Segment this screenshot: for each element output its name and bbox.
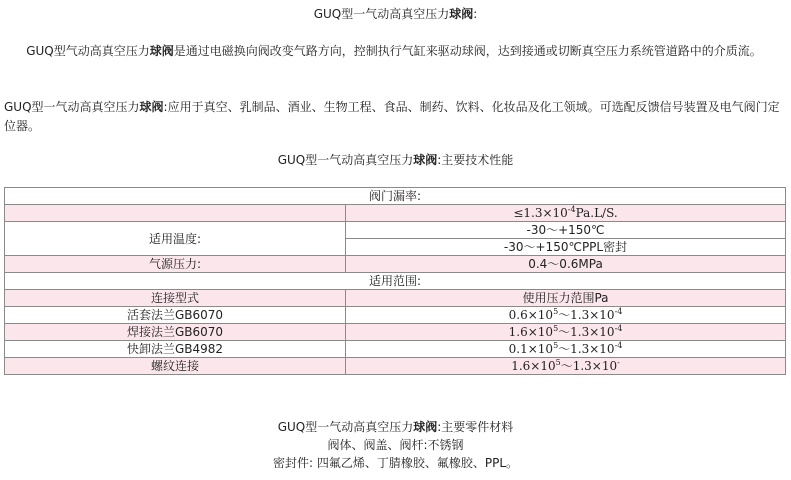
air-label: 气源压力: <box>5 256 346 273</box>
material-body: 阀体、阀盖、阀杆:不锈钢 <box>327 438 464 452</box>
conn-type: 焊接法兰GB6070 <box>5 324 346 341</box>
range-header: 适用范围: <box>5 273 786 290</box>
range-b-exp: -4 <box>614 324 623 333</box>
temp-value-2: -30～+150℃PPL密封 <box>346 239 786 256</box>
heading-tech-prefix: GUQ型一气动高真空压力 <box>277 153 414 167</box>
conn-type: 螺纹连接 <box>5 358 346 375</box>
heading-valve-prefix: GUQ型一气动高真空压力 <box>313 7 450 21</box>
table-row <box>5 222 786 239</box>
temp-value-1: -30～+150℃ <box>346 222 786 239</box>
table-row <box>5 307 786 324</box>
heading-materials-bold: 球阀 <box>413 420 438 434</box>
pressure-range <box>346 324 786 341</box>
heading-valve-bold: 球阀 <box>449 7 474 21</box>
heading-materials-suffix: :主要零件材料 <box>437 420 514 434</box>
table-row <box>5 273 786 290</box>
heading-tech-suffix: :主要技术性能 <box>437 153 514 167</box>
leakage-base: ≤1.3×10 <box>513 206 568 220</box>
range-a-exp: 5 <box>553 307 559 316</box>
range-a: 1.6×10 <box>508 325 554 339</box>
range-a-exp: 5 <box>553 341 559 350</box>
application-paragraph <box>4 98 784 136</box>
intro-suffix: 是通过电磁换向阀改变气路方向，控制执行气缸来驱动球阀，达到接通或切断真空压力系统管道路中的介质流。 <box>173 44 762 58</box>
heading-tech-specs <box>0 152 791 168</box>
air-value: 0.4～0.6MPa <box>346 256 786 273</box>
table-row <box>5 341 786 358</box>
application-suffix: :应用于真空、乳制品、酒业、生物工程、食品、制药、饮料、化妆品及化工领域。可选配反馈信号装置及电气阀门定位器。 <box>4 100 780 133</box>
pressure-range <box>346 358 786 375</box>
table-row <box>5 358 786 375</box>
range-b: ～1.3×10 <box>560 359 618 373</box>
table-row <box>5 205 786 222</box>
application-prefix: GUQ型一气动高真空压力 <box>4 100 140 114</box>
intro-prefix: GUQ型气动高真空压力 <box>26 44 150 58</box>
col-connection: 连接型式 <box>5 290 346 307</box>
heading-materials-prefix: GUQ型一气动高真空压力 <box>277 420 414 434</box>
range-a-exp: 5 <box>553 324 559 333</box>
conn-type: 快卸法兰GB4982 <box>5 341 346 358</box>
range-a: 1.6×10 <box>511 359 556 373</box>
spec-table <box>4 187 786 375</box>
conn-type: 活套法兰GB6070 <box>5 307 346 324</box>
col-pressure: 使用压力范围Pa <box>346 290 786 307</box>
leakage-unit: Pa.L/S. <box>575 206 618 220</box>
heading-tech-bold: 球阀 <box>413 153 438 167</box>
leakage-header: 阀门漏率: <box>5 188 786 205</box>
application-bold: 球阀 <box>139 100 164 114</box>
range-b-exp: -4 <box>614 341 623 350</box>
temp-label: 适用温度: <box>5 222 346 256</box>
range-b-exp: - <box>617 358 620 367</box>
range-b: ～1.3×10 <box>558 325 615 339</box>
table-row <box>5 256 786 273</box>
intro-paragraph <box>4 42 784 61</box>
heading-valve-suffix: : <box>473 7 478 21</box>
material-seal: 密封件: 四氟乙烯、丁腈橡胶、氟橡胶、PPL。 <box>272 456 519 470</box>
pressure-range <box>346 307 786 324</box>
range-b: ～1.3×10 <box>558 342 615 356</box>
table-row <box>5 290 786 307</box>
leakage-label-cell <box>5 205 346 222</box>
intro-bold: 球阀 <box>149 44 174 58</box>
heading-valve <box>0 6 791 22</box>
range-a: 0.1×10 <box>508 342 554 356</box>
leakage-exp: -4 <box>567 205 576 214</box>
pressure-range <box>346 341 786 358</box>
table-row <box>5 324 786 341</box>
heading-materials <box>0 419 791 435</box>
range-b: ～1.3×10 <box>558 308 615 322</box>
table-row <box>5 188 786 205</box>
leakage-value <box>346 205 786 222</box>
range-a: 0.6×10 <box>508 308 554 322</box>
range-a-exp: 5 <box>555 358 561 367</box>
range-b-exp: -4 <box>614 307 623 316</box>
